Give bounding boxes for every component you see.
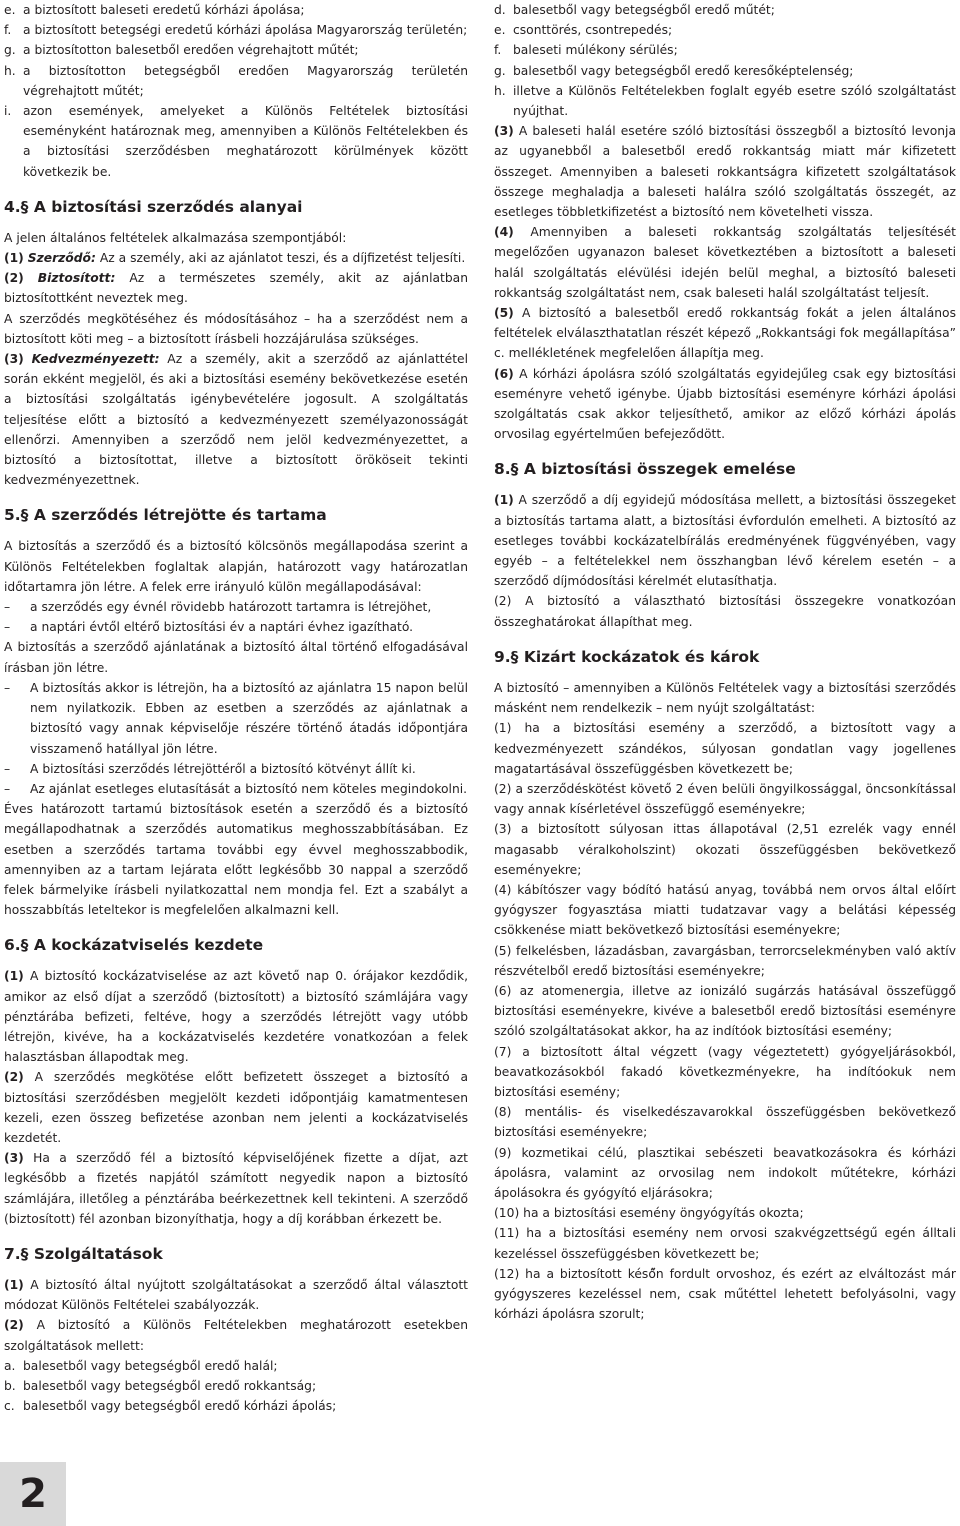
section-7-para-4: (4) Amennyiben a baleseti rokkantság szolgáltatás teljesítését megelőzően ugyanazon baleset következtében a biztosított a baleseti halál szolgáltatás elévülési idején belül meghal, a biztosító baleseti rokkantság szolgáltatást nem, csak baleseti halál szolgáltatást teljesít. (494, 225, 956, 300)
list-item: h. a biztosítotton betegségből eredően Magyarország területén végrehajtott műtét; (4, 63, 468, 98)
list-item: b. balesetből vagy betegségből eredő rokkantság; (4, 1378, 317, 1393)
section-8-para-1: (1) A szerződő a díj egyidejű módosítása mellett, a biztosítási összegeket a biztosítás tartama alatt, a biztosítási évfordulón emelheti. A biztosító az esetleges további kockázatelbírálás eredményének függvényében, vagy egyéb – a feltételekkel nem összhangban lévő kérelem esetén – a szerződő díjmódosítási kérelmét elutasíthatja. (494, 493, 956, 589)
section-7-para-5: (5) A biztosító a balesetből eredő rokkantság fokát a jelen általános feltételek elválaszthatatlan részét képező „Rokkantsági fok megállapítása” c. mellékletének megfelelően állapítja meg. (494, 306, 956, 361)
section-4-para-2b: A szerződés megkötéséhez és módosításához – ha a szerződést nem a biztosított köti meg – a biztosított írásbeli hozzájárulása szükséges. (4, 311, 468, 346)
dash-item: – Az ajánlat esetleges elutasítását a biztosító nem köteles megindokolni. (4, 779, 468, 799)
section-7-para-1: (1) A biztosító által nyújtott szolgáltatásokat a szerződő által választott módozat Különös Feltételei szabályozzák. (4, 1277, 468, 1313)
section-6-title: 6.§ A kockázatviselés kezdete (4, 936, 264, 955)
dash-item: – a naptári évtől eltérő biztosítási év a naptári évhez igazítható. (4, 617, 468, 637)
exclusion-item: (6) az atomenergia, illetve az ionizáló sugárzás hatásával összefüggő biztosítási eseményekre, kivéve a balesetből eredő biztosítási eseményre szóló szolgáltatásokat akkor, ha az indítóok biztosítási esemény; (494, 983, 956, 1039)
exclusion-item: (12) ha a biztosított késő̋n fordult orvoshoz, és ezért az elváltozást már gyógyszeres kezeléssel nem, csak műtéttel lehetett befolyásolni, vagy kórházi ápolásra szorult; (494, 1266, 956, 1322)
section-9-intro: A biztosító – amennyiben a Különös Feltételek vagy a biztosítási szerződés másként nem rendelkezik – nem nyújt szolgáltatást: (494, 680, 956, 716)
list-item: f. baleseti múlékony sérülés; (494, 43, 678, 58)
list-item: e. a biztosított baleseti eredetű kórházi ápolása; (4, 3, 305, 17)
exclusion-item: (4) kábítószer vagy bódító hatású anyag, továbbá nem orvos által előírt gyógyszer fogyasztása miatti tudatzavar vagy a belátási képesség csökkenése miatt bekövetkező biztosítási eseményekre; (494, 882, 956, 938)
section-5-title: 5.§ A szerződés létrejötte és tartama (4, 506, 327, 525)
section-8-para-2: (2) A biztosító a választható biztosítási összegekre vonatkozóan összeghatárokat állapíthat meg. (494, 594, 956, 629)
list-item: f. a biztosított betegségi eredetű kórházi ápolása Magyarország területén; (4, 23, 468, 38)
section-4-intro: A jelen általános feltételek alkalmazása szempontjából: (4, 230, 347, 245)
section-5-para-2: A biztosítás a szerződő ajánlatának a biztosító által történő elfogadásával írásban jön létre. (4, 640, 468, 675)
dash-item: – a szerződés egy évnél rövidebb határozott tartamra is létrejöhet, (4, 597, 468, 617)
exclusion-item: (7) a biztosított által végzett (vagy végeztetett) gyógyeljárásokból, beavatkozásokból fakadó következményekre, ha indítóokuk nem biztosítási esemény; (494, 1044, 956, 1099)
list-item: g. balesetből vagy betegségből eredő keresőképtelenség; (494, 63, 854, 78)
section-7-para-3: (3) A baleseti halál esetére szóló biztosítási összegből a biztosító levonja az ugyanebből a balesetből eredő rokkantság miatt már kifizetett összeget. Amennyiben a baleseti rokkantságra kifizetett szolgáltatások összege meghaladja a baleseti halálra szóló szolgáltatás összegét, az esetleges többletkifizetést a biztosító nem követelheti vissza. (494, 124, 956, 220)
dash-item: – A biztosítás akkor is létrejön, ha a biztosító az ajánlatra 15 napon belül nem nyilatkozik. Ebben az esetben a szerződés az ajánlatnak a biztosító vagy annak képviselője részére történő átadás időpontjára visszamenő hatállyal jön létre. (4, 678, 468, 759)
section-9-title: 9.§ Kizárt kockázatok és károk (494, 647, 760, 666)
section-5-para-3: Éves határozott tartamú biztosítások esetén a szerződő és a biztosító megállapodhatnak a szerződés automatikus meghosszabbításában. Ez esetben a szerződés tartama további egy évvel meghosszabbodik, amennyiben az a tartam lejárata előtt legkésőbb 30 nappal a szerződő felek bármelyike írásbeli nyilatkozattal nem mondja fel. Ezt a szabályt a hosszabbítás leteltekor is megfelelően alkalmazni kell. (4, 802, 468, 918)
section-6-para-1: (1) A biztosító kockázatviselése az azt követő nap 0. órájakor kezdődik, amikor az első díjat a szerződő (biztosított) a biztosító számlájára vagy pénztárába befizeti, feltéve, hogy a szerződés létrejött vagy utóbb létrejön, kivéve, ha a kockázatviselés kezdetére vonatkozóan a felek halasztásban állapodtak meg. (4, 969, 468, 1065)
exclusion-item: (2) a szerződéskötést követő 2 éven belüli öngyilkossággal, öncsonkítással vagy annak kísérletével összefüggő eseményekre; (494, 781, 956, 817)
section-4-title: 4.§ A biztosítási szerződés alanyai (4, 197, 303, 216)
exclusion-item: (9) kozmetikai célú, plasztikai sebészeti beavatkozásokra és kórházi ápolásra, valamint az orvosilag nem indokolt műtétekre, kórházi ápolásokra és gyógyító eljárásokra; (494, 1145, 956, 1200)
right-column (494, 0, 956, 1324)
section-8-title: 8.§ A biztosítási összegek emelése (494, 460, 796, 479)
section-7-title: 7.§ Szolgáltatások (4, 1244, 163, 1263)
page-number: 2 (0, 1462, 66, 1526)
exclusion-item: (11) ha a biztosítási esemény nem orvosi szakvégzettségű egén álltali kezeléssel összefüggésben következett be; (494, 1226, 956, 1261)
list-item: a. balesetből vagy betegségből eredő halál; (4, 1358, 278, 1373)
exclusion-item: (5) felkelésben, lázadásban, zavargásban, terrorcselekményben való aktív részvételből eredő biztosítási eseményekre; (494, 943, 956, 978)
section-5-para-1: A biztosítás a szerződő és a biztosító kölcsönös megállapodása szerint a Különös Feltételekben foglaltak alapján, határozott vagy határozatlan időtartamra jön létre. A felek erre irányuló külön megállapodásával: (4, 539, 468, 594)
list-item: c. balesetből vagy betegségből eredő kórházi ápolás; (4, 1399, 337, 1414)
section-6-para-2: (2) A szerződés megkötése előtt befizetett összeget a biztosító a biztosítási szerződésben megjelölt kezdeti időpontjáig kamatmentesen kezeli, ezen összeg befizetése azonban nem jelenti a kockázatviselés kezdetét. (4, 1070, 468, 1145)
list-item: h. illetve a Különös Feltételekben foglalt egyéb esetre szóló szolgáltatást nyújthat. (494, 83, 956, 119)
exclusion-item: (8) mentális- és viselkedészavarokkal összefüggésben bekövetkező biztosítási eseményekre; (494, 1105, 956, 1140)
section-4-para-2: (2) Biztosított: Az a természetes személy, akit az ajánlatban biztosítottként neveztek meg. (4, 271, 468, 306)
list-item: d. balesetből vagy betegségből eredő műtét; (494, 3, 775, 17)
list-item: i. azon események, amelyeket a Különös Feltételek biztosítási eseményként határoznak meg, amennyiben a Különös Feltételekben és a biztosítási szerződésben meghatározott körülmények között következik be. (4, 104, 468, 179)
dash-item: – A biztosítási szerződés létrejöttéről a biztosító kötvényt állít ki. (4, 759, 468, 779)
section-7-para-6: (6) A kórházi ápolásra szóló szolgáltatás egyidejűleg csak egy biztosítási eseményre vehető igénybe. Újabb biztosítási eseményre kórházi ápolási szolgáltatás csak akkor teljesíthető, amikor az előző kórházi ápolás orvosilag egyértelműen befejeződött. (494, 366, 956, 442)
exclusion-item: (10) ha a biztosítási esemény öngyógyítás okozta; (494, 1206, 804, 1221)
left-column (4, 0, 468, 1416)
exclusion-item: (3) a biztosított súlyosan ittas állapotával (2,51 ezrelék vagy ennél magasabb véralkoholszint) okozati összefüggésben bekövetkező eseményekre; (494, 822, 956, 877)
section-4-para-3: (3) Kedvezményezett: Az a személy, akit a szerződő az ajánlattétel során ekként megjelöl, és aki a biztosítási esemény bekövetkezése esetén a biztosítási szolgáltatás igénybevételére jogosult. A szolgáltatás teljesítése előtt a biztosító a kedvezményezett személyazonosságát ellenőrzi. Amennyiben a szerződő nem jelöl kedvezményezettet, a biztosító a biztosítottat, illetve a biztosított örököseit tekinti kedvezményezettnek. (4, 352, 468, 488)
section-7-para-2: (2) A biztosító a Különös Feltételekben meghatározott esetekben szolgáltatások mellett: (4, 1318, 468, 1353)
section-6-para-3: (3) Ha a szerződő fél a biztosító képviselőjének fizette a díjat, azt legkésőbb a fizetés napjától számított negyedik napon a biztosító számlájára, illetőleg a pénztárába beérkezettnek kell tekinteni. A szerződő (biztosított) fél azonban bizonyíthatja, hogy a díj korábban érkezett be. (4, 1151, 468, 1226)
list-item: g. a biztosítotton balesetből eredően végrehajtott műtét; (4, 43, 359, 58)
exclusion-item: (1) ha a biztosítási esemény a szerződő, a biztosított vagy a kedvezményezett szándékos, súlyosan gondatlan vagy jogellenes magatartásával összefüggésben következett be; (494, 721, 956, 776)
list-item: e. csonttörés, csontrepedés; (494, 23, 673, 38)
section-4-para-1: (1) Szerződő: Az a személy, aki az ajánlatot teszi, és a díjfizetést teljesíti. (4, 251, 466, 266)
